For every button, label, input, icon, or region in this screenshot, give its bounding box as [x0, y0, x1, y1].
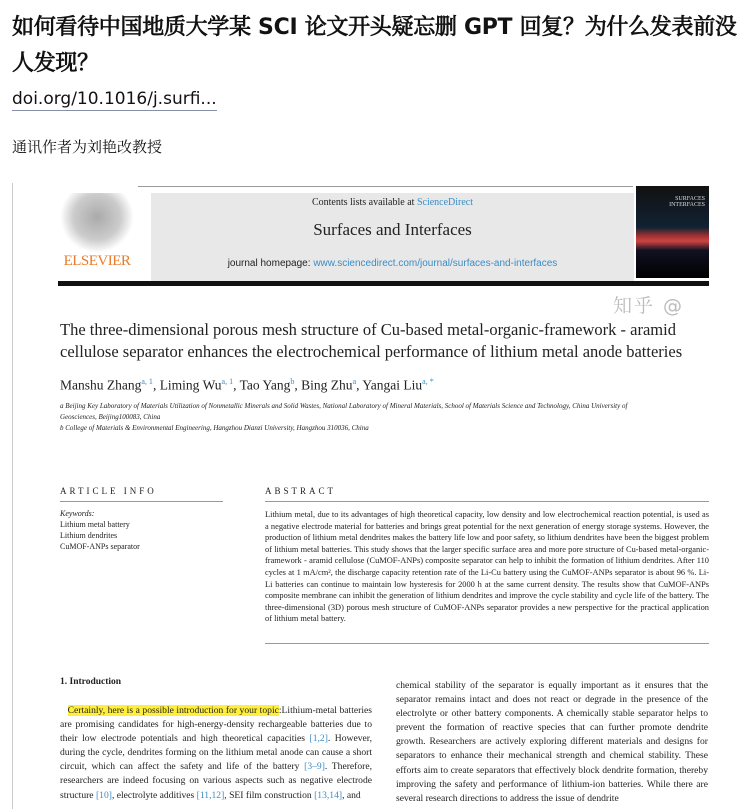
journal-header: [151, 193, 634, 281]
intro-right-column: chemical stability of the separator is equally important as it ensures that the separator remains intact and does not react or degrade in the presence of the electrolyte or other battery components. A chemically stable separator helps to prevent the formation of reactive species that can further promote dendrite growth. Researchers are actively exploring different materials and designs for separators to enhance their mechanical strength and chemical stability. These efforts aim to create separators that effectively block dendrite formation, thereby improving the safety and performance of lithium-ion batteries. While there are several research directions to address the issue of dendrite: [396, 680, 708, 804]
homepage-link: www.sciencedirect.com/journal/surfaces-and-interfaces: [313, 258, 558, 269]
abstract-heading: ABSTRACT: [265, 486, 337, 496]
homepage-label: journal homepage:: [227, 258, 314, 269]
author-sup: a: [352, 377, 357, 386]
intro-left-column: [60, 704, 372, 803]
elsevier-logo: [58, 193, 136, 278]
contents-label: Contents lists available at: [311, 197, 417, 208]
author-sup: a, 1: [221, 377, 234, 386]
keyword: CuMOF-ANPs separator: [60, 542, 140, 551]
intro-text: . Therefore, researchers are indeed focusing on various aspects such as negative electrode structure: [60, 761, 372, 801]
author-sup: a, 1: [141, 377, 153, 386]
author: Yangai Liu: [362, 377, 423, 393]
author: Liming Wu: [159, 377, 222, 393]
author-sup: b: [290, 377, 295, 386]
article-info-heading: ARTICLE INFO: [60, 486, 157, 496]
paper-screenshot[interactable]: [12, 183, 744, 809]
divider: [138, 186, 633, 187]
affiliations: [60, 401, 660, 434]
abstract-text: Lithium metal, due to its advantages of high theoretical capacity, low density and low electrochemical reaction potential, is used as a negative electrode material for batteries and brings great potential for the next generation of energy storage systems. However, the production of lithium metal dendrites makes the battery life low and poor safety, so lithium dendrites have been the biggest problem of lithium metal batteries. This study shows that the larger specific surface area and more pore structure of Cu-based metal-organic-framework - aramid cellulose (CuMOF-ANPs) composite separator can help to inhibit the formation of lithium dendrites. After 110 cycles at 1 mA/cm², the discharge capacity retention rate of the Li-Cu battery using the CuMOF-ANPs separator is about 96 %. Li-Li batteries can continue to maintain low hysteresis for 2000 h at the same current density. The results show that CuMOF-ANPs composite membrane can inhibit the generation of lithium dendrites and improve the cycle stability and cycle life of the battery. The three-dimensional (3D) porous mesh structure of CuMOF-ANPs separator provides a new perspective for the practical application of lithium metal battery.: [265, 510, 709, 624]
divider: [265, 643, 709, 644]
citation: [10]: [95, 789, 112, 801]
intro-text: :Lithium-metal batteries are promising candidates for high-energy-density rechargeable batteries due to their low electrode potentials and high theoretical capacities: [60, 705, 372, 745]
keyword: Lithium dendrites: [60, 531, 118, 540]
intro-text: , SEI film construction: [224, 789, 315, 801]
author-sup: a, *: [422, 377, 434, 386]
watermark: 知乎 @: [613, 295, 685, 317]
author-list: Manshu Zhang$^{a, 1}$, Liming Wu$^{a, 1}$, Tao Yang$^b$, Bing Zhu$^a$, Yangai Liu$^{a, *}$: [60, 377, 434, 393]
author: Bing Zhu: [301, 377, 353, 393]
gpt-highlight: Certainly, here is a possible introduction for your topic: [67, 705, 279, 716]
keywords-label: Keywords:: [60, 509, 95, 518]
author: Manshu Zhang: [60, 377, 142, 393]
keywords: [60, 508, 140, 552]
citation: [13,14]: [314, 789, 343, 801]
citation: [11,12]: [196, 789, 225, 801]
divider: [60, 501, 223, 502]
citation: [1,2]: [309, 733, 328, 745]
keyword: Lithium metal battery: [60, 520, 130, 529]
intro-text: . However, during the cycle, dendrites forming on the lithium metal anode can cause a short circuit, which can affect the safety and life of the battery: [60, 733, 372, 773]
header-rule: [58, 281, 709, 286]
publisher-name: ELSEVIER: [63, 253, 131, 269]
intro-heading: 1. Introduction: [60, 677, 122, 687]
author: Tao Yang: [239, 377, 291, 393]
sciencedirect-link: ScienceDirect: [416, 197, 474, 208]
answer-text: 通讯作者为刘艳改教授: [12, 138, 163, 156]
cover-text: SURFACES INTERFACES: [669, 196, 705, 208]
doi-link[interactable]: doi.org/10.1016/j.surfi...: [12, 89, 217, 109]
divider: [265, 501, 709, 502]
tree-icon: [60, 193, 134, 253]
paper-title: The three-dimensional porous mesh structure of Cu-based metal-organic-framework - aramid cellulose separator enhances the electrochemical performance of lithium metal anode batteries: [60, 320, 683, 361]
journal-name: Surfaces and Interfaces: [313, 220, 472, 239]
question-title[interactable]: 如何看待中国地质大学某 SCI 论文开头疑忘删 GPT 回复？为什么发表前没人发现？: [12, 15, 737, 76]
front-matter: [60, 319, 710, 434]
citation: [3–9]: [304, 761, 325, 773]
affiliation: b College of Materials & Environmental Engineering, Hangzhou Dianzi University, Hangzhou 310036, China: [60, 423, 369, 432]
intro-text: , electrolyte additives: [111, 789, 197, 801]
journal-cover: [636, 186, 709, 278]
intro-text: , and: [342, 789, 361, 801]
affiliation: a Beijing Key Laboratory of Materials Utilization of Nonmetallic Minerals and Solid Wastes, National Laboratory of Mineral Materials, School of Materials Science and Technology, China University of Geosciences, Beijing100083, China: [60, 401, 628, 421]
